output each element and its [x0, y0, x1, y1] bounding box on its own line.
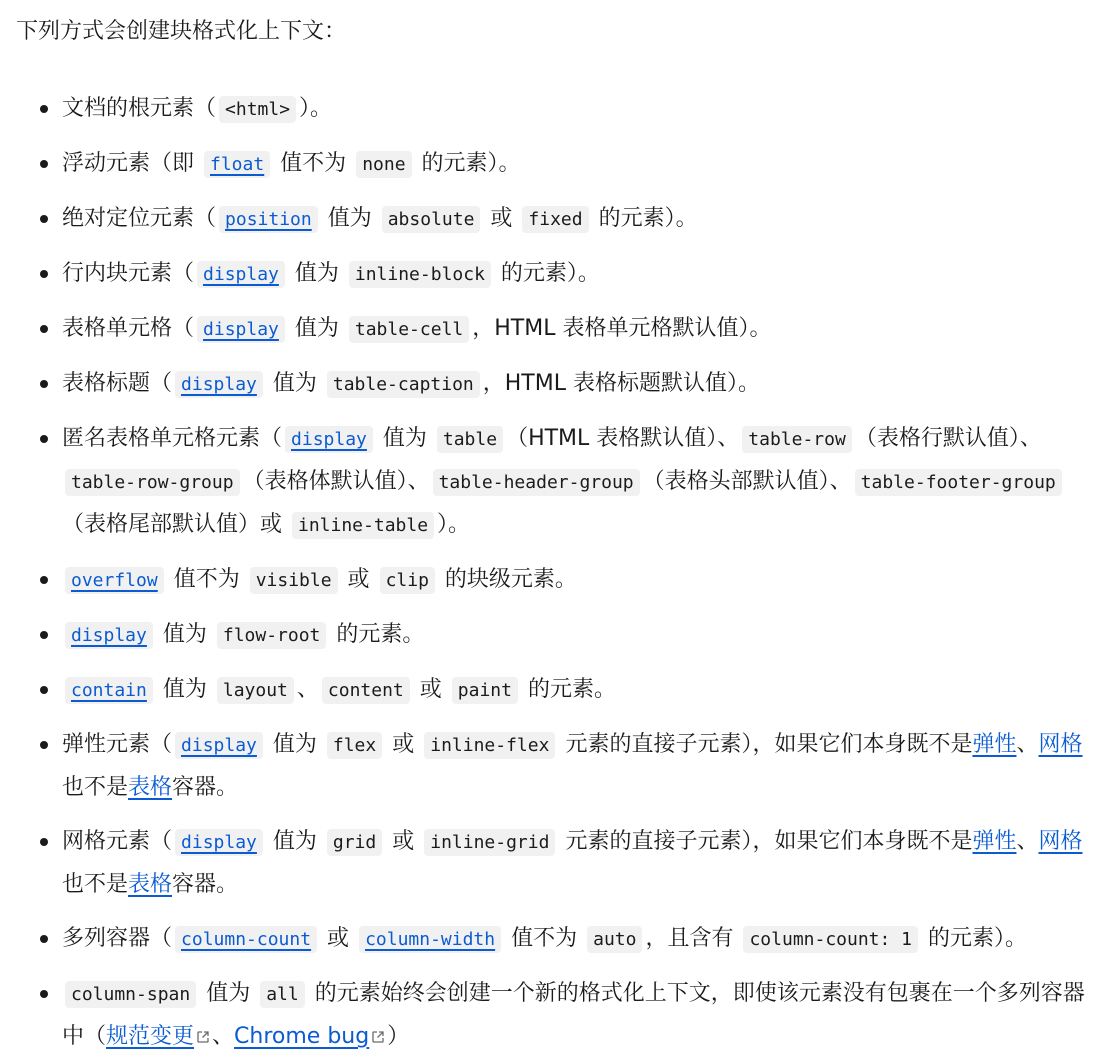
external-link-icon — [196, 1030, 210, 1044]
item-text: 文档的根元素（ — [62, 96, 217, 121]
item-text: 值为 — [265, 732, 324, 757]
css-property-link[interactable] — [194, 316, 288, 341]
item-text: 、 — [1016, 732, 1039, 757]
list-item — [62, 821, 1104, 906]
css-property-code: display — [197, 316, 285, 343]
css-property-code: display — [175, 732, 263, 759]
css-property-link[interactable] — [62, 567, 167, 592]
item-text: 值不为 — [504, 926, 585, 951]
item-text: 匿名表格单元格元素（ — [62, 426, 283, 451]
item-text: 的元素）。 — [591, 206, 698, 231]
inline-code: layout — [217, 677, 294, 704]
item-text: 值不为 — [166, 567, 247, 592]
css-property-link[interactable] — [62, 677, 156, 702]
external-link[interactable]: 规范变更 — [106, 1024, 195, 1049]
css-property-link[interactable] — [216, 206, 321, 231]
inline-code: table-header-group — [433, 469, 640, 496]
css-property-code: column-width — [359, 926, 501, 953]
list-item — [62, 614, 1104, 657]
item-text: 元素的直接子元素），如果它们本身既不是 — [558, 732, 973, 757]
list-item — [62, 143, 1104, 186]
item-text: （表格头部默认值）、 — [642, 469, 852, 494]
inline-code: table — [437, 426, 503, 453]
item-text: 或 — [340, 567, 377, 592]
item-text: 值为 — [265, 829, 324, 854]
inline-code: table-row — [742, 426, 852, 453]
item-text: 或 — [412, 677, 449, 702]
list-item — [62, 253, 1104, 296]
item-text: 容器。 — [172, 775, 239, 800]
text-link[interactable]: 网格 — [1038, 732, 1083, 757]
list-item — [62, 363, 1104, 406]
item-text: ，HTML 表格单元格默认值）。 — [472, 316, 772, 341]
inline-code: inline-grid — [424, 829, 555, 856]
css-property-code: contain — [65, 677, 153, 704]
inline-code: clip — [380, 567, 435, 594]
item-text: 或 — [320, 926, 357, 951]
inline-code: table-caption — [327, 371, 480, 398]
item-text: 也不是 — [62, 775, 129, 800]
item-text: 或 — [385, 829, 422, 854]
item-text: 表格单元格（ — [62, 316, 195, 341]
item-text: 弹性元素（ — [62, 732, 173, 757]
item-text: （表格体默认值）、 — [242, 469, 430, 494]
inline-code: content — [322, 677, 410, 704]
item-text: 、 — [296, 677, 319, 702]
item-text: 、 — [212, 1024, 235, 1049]
list-item — [62, 308, 1104, 351]
item-text: 元素的直接子元素），如果它们本身既不是 — [558, 829, 973, 854]
css-property-code: column-count — [175, 926, 317, 953]
item-text: 的元素。 — [329, 622, 425, 647]
item-text: 的元素始终会创建一个新的格式化上下文，即使该元素没有包裹在一个多列容器中（ — [62, 981, 1085, 1049]
inline-code: flow-root — [217, 622, 327, 649]
css-property-link[interactable] — [194, 261, 288, 286]
external-link-wrapper — [106, 1024, 212, 1049]
inline-code: table-row-group — [65, 469, 240, 496]
css-property-link[interactable] — [172, 732, 266, 757]
item-text: ）。 — [437, 512, 471, 537]
inline-code: column-count: 1 — [743, 926, 918, 953]
item-text: 行内块元素（ — [62, 261, 195, 286]
inline-code: inline-block — [349, 261, 491, 288]
item-text: 的块级元素。 — [437, 567, 577, 592]
item-text: 值为 — [287, 261, 346, 286]
css-property-code: overflow — [65, 567, 164, 594]
css-property-link[interactable] — [356, 926, 504, 951]
inline-code: absolute — [382, 206, 481, 233]
item-text: 多列容器（ — [62, 926, 173, 951]
inline-code: <html> — [219, 96, 296, 123]
css-property-link[interactable] — [282, 426, 376, 451]
text-link[interactable]: 弹性 — [972, 829, 1017, 854]
item-text: 也不是 — [62, 872, 129, 897]
css-property-link[interactable] — [62, 622, 156, 647]
inline-code: auto — [587, 926, 642, 953]
list-item — [62, 669, 1104, 712]
inline-code: fixed — [522, 206, 588, 233]
inline-code: table-footer-group — [855, 469, 1062, 496]
item-text: ） — [387, 1024, 410, 1049]
list-item — [62, 973, 1104, 1058]
item-text: 的元素）。 — [493, 261, 600, 286]
item-text: 表格标题（ — [62, 371, 173, 396]
item-text: 值为 — [320, 206, 379, 231]
item-text: 值为 — [265, 371, 324, 396]
item-text: 绝对定位元素（ — [62, 206, 217, 231]
item-text: ，HTML 表格标题默认值）。 — [482, 371, 760, 396]
item-text: 值为 — [199, 981, 258, 1006]
external-link-wrapper — [234, 1024, 387, 1049]
item-text: ）。 — [299, 96, 333, 121]
item-text: 或 — [385, 732, 422, 757]
external-link-icon — [371, 1030, 385, 1044]
item-text: 值为 — [287, 316, 346, 341]
css-property-code: display — [65, 622, 153, 649]
inline-code: grid — [327, 829, 382, 856]
item-text: ，且含有 — [645, 926, 741, 951]
item-text: 浮动元素（即 — [62, 151, 201, 176]
list-item — [62, 88, 1104, 131]
css-property-code: display — [197, 261, 285, 288]
item-text: 网格元素（ — [62, 829, 173, 854]
text-link[interactable]: 表格 — [128, 775, 173, 800]
list-item — [62, 198, 1104, 241]
text-link[interactable]: 表格 — [128, 872, 173, 897]
item-text: 的元素。 — [520, 677, 616, 702]
css-property-code: display — [175, 371, 263, 398]
css-property-code: float — [204, 151, 270, 178]
item-text: 值为 — [155, 677, 214, 702]
item-text: 的元素）。 — [414, 151, 521, 176]
css-property-link[interactable] — [172, 926, 320, 951]
item-text: （表格尾部默认值）或 — [62, 512, 289, 537]
list-item — [62, 724, 1104, 809]
css-property-link[interactable] — [201, 151, 273, 176]
css-property-code: display — [285, 426, 373, 453]
item-text: 的元素）。 — [921, 926, 1028, 951]
bfc-list — [16, 88, 1104, 1058]
list-item — [62, 418, 1104, 547]
item-text: 值为 — [155, 622, 214, 647]
item-text: 值不为 — [273, 151, 354, 176]
item-text: 值为 — [375, 426, 434, 451]
item-text: （表格行默认值）、 — [854, 426, 1042, 451]
item-text: 容器。 — [172, 872, 239, 897]
css-property-link[interactable] — [172, 829, 266, 854]
item-text: （HTML 表格默认值）、 — [506, 426, 740, 451]
item-text: 、 — [1016, 829, 1039, 854]
text-link[interactable]: 网格 — [1038, 829, 1083, 854]
inline-code: visible — [250, 567, 338, 594]
inline-code: none — [356, 151, 411, 178]
inline-code: column-span — [65, 981, 196, 1008]
css-property-link[interactable] — [172, 371, 266, 396]
inline-code: inline-table — [292, 512, 434, 539]
list-item — [62, 559, 1104, 602]
css-property-code: position — [219, 206, 318, 233]
css-property-code: display — [175, 829, 263, 856]
item-text: 或 — [483, 206, 520, 231]
inline-code: inline-flex — [424, 732, 555, 759]
inline-code: paint — [452, 677, 518, 704]
intro-paragraph: 下列方式会创建块格式化上下文： — [16, 19, 347, 44]
inline-code: all — [260, 981, 305, 1008]
text-link[interactable]: 弹性 — [972, 732, 1017, 757]
external-link[interactable]: Chrome bug — [234, 1024, 370, 1049]
inline-code: table-cell — [349, 316, 469, 343]
list-item — [62, 918, 1104, 961]
inline-code: flex — [327, 732, 382, 759]
